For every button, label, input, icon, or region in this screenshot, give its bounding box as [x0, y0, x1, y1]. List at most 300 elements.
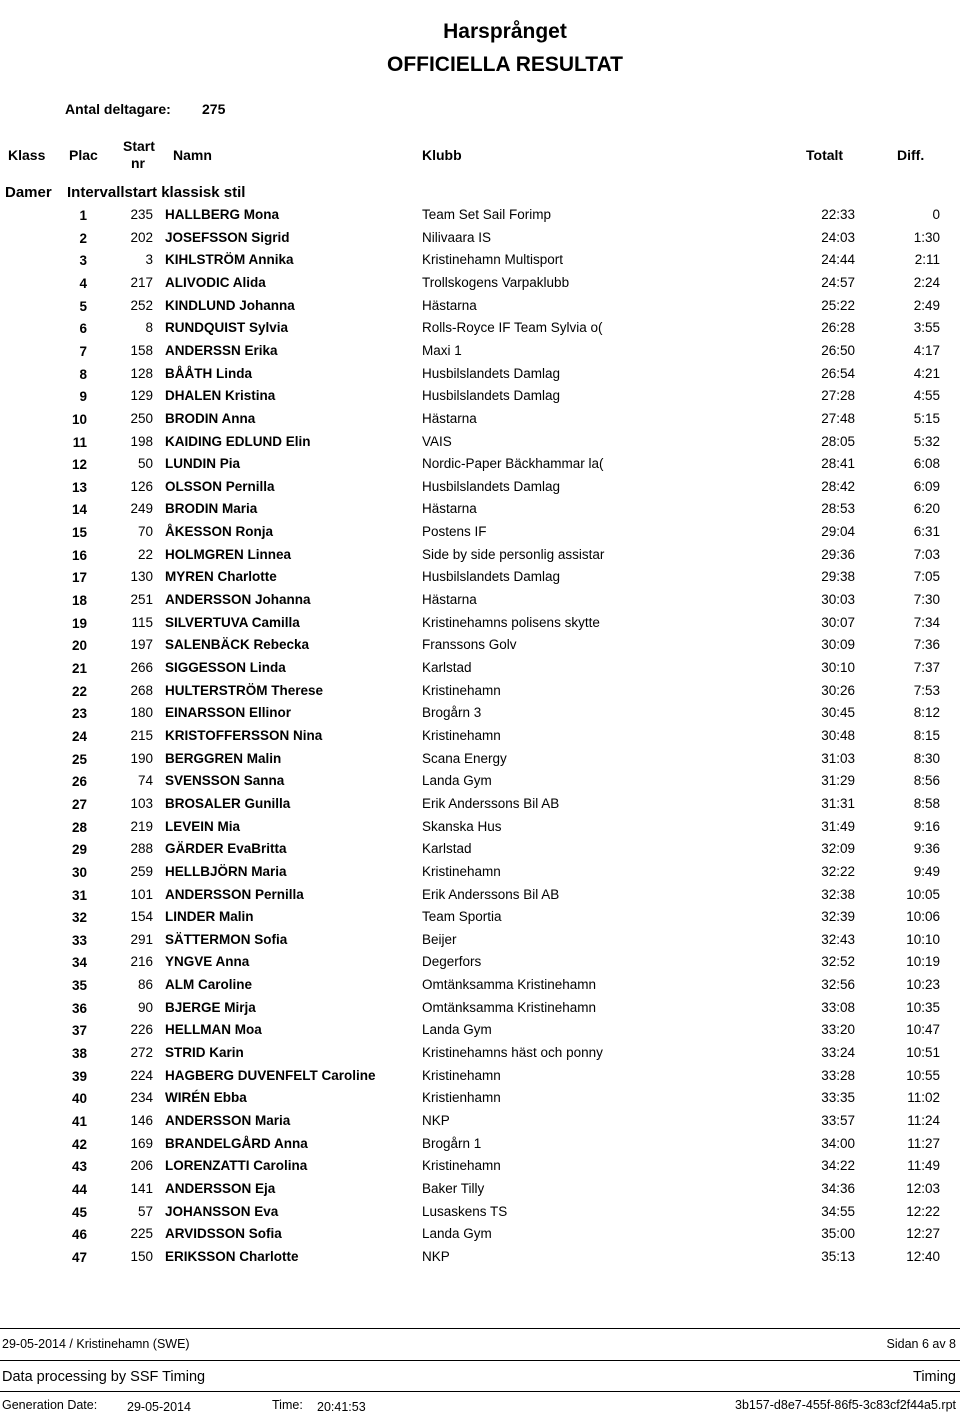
- row-start-nr: 3: [145, 252, 153, 268]
- row-diff: 10:05: [906, 886, 940, 902]
- row-plac: 33: [71, 932, 87, 948]
- row-name: SIGGESSON Linda: [165, 660, 286, 675]
- row-diff: 10:19: [906, 954, 940, 970]
- row-name: ANDERSSON Maria: [165, 1113, 291, 1128]
- row-club: Rolls-Royce IF Team Sylvia o(: [422, 320, 603, 336]
- footer-file-id: 3b157-d8e7-455f-86f5-3c83cf2f44a5.rpt: [735, 1398, 956, 1412]
- footer-time-label: Time:: [272, 1398, 303, 1412]
- row-name: SÄTTERMON Sofia: [165, 931, 288, 947]
- col-header-start: Start: [123, 138, 155, 154]
- row-club: Lusaskens TS: [422, 1203, 508, 1219]
- row-start-nr: 226: [130, 1022, 153, 1038]
- row-club: VAIS: [422, 433, 452, 449]
- row-start-nr: 198: [130, 433, 153, 449]
- row-name: WIRÉN Ebba: [165, 1090, 247, 1106]
- row-total: 30:09: [821, 637, 855, 653]
- row-diff: 7:36: [913, 637, 940, 653]
- row-total: 29:04: [821, 524, 855, 540]
- row-diff: 6:31: [913, 524, 940, 540]
- row-plac: 19: [71, 615, 87, 631]
- row-club: Husbilslandets Damlag: [422, 569, 561, 585]
- row-diff: 11:24: [907, 1113, 940, 1128]
- row-name: BERGGREN Malin: [165, 750, 282, 766]
- row-start-nr: 259: [130, 863, 153, 879]
- row-total: 26:28: [821, 320, 855, 336]
- row-start-nr: 57: [137, 1203, 153, 1219]
- row-plac: 40: [71, 1091, 87, 1107]
- row-plac: 44: [71, 1181, 87, 1197]
- row-total: 24:03: [821, 229, 855, 245]
- row-start-nr: 169: [130, 1135, 153, 1151]
- row-total: 31:03: [821, 750, 855, 766]
- row-name: LINDER Malin: [165, 909, 254, 925]
- row-start-nr: 215: [130, 727, 153, 743]
- row-name: SILVERTUVA Camilla: [165, 614, 300, 630]
- row-name: SALENBÄCK Rebecka: [165, 637, 310, 653]
- row-total: 33:20: [821, 1022, 855, 1038]
- col-header-diff: Diff.: [897, 147, 925, 163]
- row-club: Omtänksamma Kristinehamn: [422, 977, 597, 993]
- row-plac: 1: [79, 208, 87, 223]
- row-plac: 30: [71, 864, 87, 880]
- row-name: HALLBERG Mona: [165, 207, 279, 222]
- row-start-nr: 74: [137, 773, 153, 789]
- row-total: 31:31: [821, 795, 855, 811]
- row-name: MYREN Charlotte: [165, 569, 277, 585]
- row-club: Landa Gym: [422, 773, 492, 789]
- row-club: Franssons Golv: [422, 637, 517, 653]
- page-subtitle: OFFICIELLA RESULTAT: [386, 53, 624, 76]
- row-club: Kristienhamn: [422, 1090, 501, 1106]
- row-total: 24:57: [821, 274, 855, 290]
- row-diff: 11:27: [907, 1135, 940, 1151]
- row-start-nr: 86: [137, 977, 153, 993]
- footer-rule-top: [0, 1328, 960, 1329]
- row-plac: 45: [71, 1204, 87, 1220]
- row-diff: 10:35: [906, 999, 940, 1015]
- row-total: 34:22: [821, 1158, 855, 1174]
- row-total: 27:28: [821, 388, 855, 404]
- row-club: Team Sportia: [422, 909, 502, 925]
- row-start-nr: 197: [130, 637, 153, 653]
- row-total: 26:54: [821, 365, 855, 381]
- row-name: ERIKSSON Charlotte: [165, 1248, 299, 1264]
- row-total: 33:57: [821, 1113, 855, 1128]
- row-name: ÅKESSON Ronja: [165, 524, 274, 540]
- row-plac: 24: [71, 728, 87, 744]
- row-name: GÄRDER EvaBritta: [165, 841, 287, 857]
- row-start-nr: 180: [130, 705, 153, 721]
- row-total: 28:42: [821, 478, 855, 494]
- row-name: ALM Caroline: [165, 977, 253, 993]
- row-start-nr: 22: [137, 546, 153, 562]
- row-diff: 1:30: [913, 229, 940, 245]
- row-start-nr: 234: [130, 1090, 153, 1106]
- row-total: 28:53: [821, 501, 855, 517]
- row-diff: 9:16: [913, 818, 940, 834]
- row-plac: 32: [71, 910, 87, 926]
- row-club: Team Set Sail Forimp: [422, 207, 552, 222]
- row-diff: 8:30: [913, 750, 940, 766]
- footer-date-location: 29-05-2014 / Kristinehamn (SWE): [2, 1337, 190, 1351]
- footer-data-processing: Data processing by SSF Timing: [2, 1369, 206, 1385]
- row-start-nr: 128: [130, 365, 153, 381]
- row-club: Kristinehamn: [422, 682, 501, 698]
- row-name: LUNDIN Pia: [165, 456, 241, 472]
- row-diff: 10:51: [906, 1045, 940, 1061]
- row-diff: 7:53: [913, 682, 940, 698]
- footer-timing: Timing: [913, 1369, 956, 1385]
- participants-count: 275: [202, 101, 226, 117]
- row-total: 30:03: [821, 592, 855, 608]
- row-club: Kristinehamn: [422, 1158, 501, 1174]
- row-club: Kristinehamns häst och ponny: [422, 1045, 603, 1061]
- row-diff: 0: [932, 207, 940, 222]
- col-header-klass: Klass: [8, 147, 46, 163]
- row-plac: 25: [71, 751, 87, 767]
- row-plac: 26: [71, 774, 87, 790]
- row-start-nr: 129: [130, 388, 153, 404]
- col-header-totalt: Totalt: [806, 147, 844, 163]
- row-start-nr: 225: [130, 1226, 153, 1242]
- row-diff: 10:10: [906, 931, 940, 947]
- row-total: 30:26: [821, 682, 855, 698]
- row-club: Kristinehamn Multisport: [422, 252, 564, 268]
- row-club: Karlstad: [422, 660, 472, 675]
- row-total: 33:28: [821, 1067, 855, 1083]
- row-diff: 9:49: [913, 863, 940, 879]
- row-plac: 17: [71, 570, 87, 586]
- row-start-nr: 235: [130, 207, 153, 222]
- row-diff: 4:21: [913, 365, 940, 381]
- row-diff: 7:30: [913, 592, 940, 608]
- row-club: Nilivaara IS: [422, 229, 492, 245]
- row-plac: 11: [72, 434, 87, 450]
- row-plac: 16: [71, 547, 87, 563]
- row-total: 32:38: [821, 886, 855, 902]
- row-plac: 35: [71, 978, 87, 994]
- row-diff: 2:24: [913, 274, 940, 290]
- row-diff: 6:09: [913, 478, 940, 494]
- row-name: BRODIN Anna: [165, 410, 256, 426]
- row-plac: 13: [71, 479, 87, 495]
- row-total: 35:13: [821, 1248, 855, 1264]
- row-plac: 9: [79, 389, 87, 405]
- row-club: NKP: [422, 1248, 450, 1264]
- row-plac: 43: [71, 1159, 87, 1175]
- row-plac: 6: [79, 321, 87, 337]
- row-name: KINDLUND Johanna: [165, 297, 295, 313]
- row-plac: 42: [71, 1136, 87, 1152]
- row-plac: 27: [71, 796, 87, 812]
- row-diff: 10:55: [906, 1067, 940, 1083]
- row-total: 22:33: [821, 207, 855, 222]
- row-diff: 8:12: [913, 705, 940, 721]
- row-diff: 12:22: [906, 1203, 940, 1219]
- row-name: BJERGE Mirja: [165, 999, 256, 1015]
- row-diff: 3:55: [913, 320, 940, 336]
- row-diff: 4:17: [913, 342, 940, 358]
- row-diff: 7:05: [913, 569, 940, 585]
- row-club: Brogårn 1: [422, 1135, 482, 1151]
- row-plac: 8: [79, 366, 87, 382]
- row-diff: 10:47: [906, 1022, 940, 1038]
- row-plac: 18: [71, 593, 87, 609]
- row-plac: 46: [71, 1227, 87, 1243]
- row-total: 30:45: [821, 705, 855, 721]
- row-plac: 5: [79, 298, 87, 314]
- row-name: HELLMAN Moa: [165, 1022, 262, 1038]
- row-total: 32:43: [821, 931, 855, 947]
- row-club: Landa Gym: [422, 1022, 492, 1038]
- row-total: 25:22: [821, 297, 855, 313]
- row-name: BROSALER Gunilla: [165, 795, 291, 811]
- row-name: ALIVODIC Alida: [165, 274, 266, 290]
- row-plac: 37: [71, 1023, 87, 1039]
- section-class: Damer: [5, 184, 52, 201]
- row-club: Landa Gym: [422, 1226, 492, 1242]
- row-total: 32:56: [821, 977, 855, 993]
- row-name: HELLBJÖRN Maria: [165, 863, 287, 879]
- row-diff: 2:49: [913, 297, 940, 313]
- row-start-nr: 141: [130, 1180, 153, 1196]
- col-header-plac: Plac: [69, 147, 98, 163]
- row-start-nr: 50: [137, 456, 153, 472]
- row-name: ARVIDSSON Sofia: [165, 1226, 282, 1242]
- row-club: Degerfors: [422, 954, 482, 970]
- row-start-nr: 115: [131, 614, 153, 630]
- row-start-nr: 268: [130, 682, 153, 698]
- row-total: 30:10: [821, 660, 855, 675]
- row-name: ANDERSSON Pernilla: [165, 886, 304, 902]
- row-name: LORENZATTI Carolina: [165, 1158, 308, 1174]
- row-name: YNGVE Anna: [165, 954, 250, 970]
- row-total: 33:24: [821, 1045, 855, 1061]
- row-plac: 41: [71, 1114, 87, 1129]
- row-club: Husbilslandets Damlag: [422, 365, 561, 381]
- row-plac: 39: [71, 1068, 87, 1084]
- row-name: ANDERSSON Johanna: [165, 592, 311, 608]
- row-start-nr: 146: [130, 1113, 153, 1128]
- row-club: Erik Anderssons Bil AB: [422, 886, 560, 902]
- row-plac: 14: [71, 502, 87, 518]
- row-diff: 7:37: [913, 660, 940, 675]
- row-total: 34:36: [821, 1180, 855, 1196]
- row-total: 28:41: [821, 456, 855, 472]
- row-name: HOLMGREN Linnea: [165, 546, 292, 562]
- row-name: OLSSON Pernilla: [165, 478, 275, 494]
- row-plac: 21: [71, 661, 87, 676]
- row-club: Erik Anderssons Bil AB: [422, 795, 560, 811]
- row-name: LEVEIN Mia: [165, 818, 241, 834]
- participants-label: Antal deltagare:: [65, 101, 171, 117]
- row-name: EINARSSON Ellinor: [165, 705, 292, 721]
- footer-generation-date: 29-05-2014: [127, 1400, 191, 1414]
- row-diff: 11:49: [907, 1158, 940, 1174]
- row-total: 31:49: [821, 818, 855, 834]
- section-title: Intervallstart klassisk stil: [67, 184, 246, 201]
- row-total: 34:55: [821, 1203, 855, 1219]
- col-header-start-nr: nr: [131, 155, 145, 171]
- footer-generation-label: Generation Date:: [2, 1398, 98, 1412]
- row-diff: 2:11: [914, 252, 940, 268]
- row-diff: 12:40: [906, 1248, 940, 1264]
- row-total: 35:00: [821, 1226, 855, 1242]
- row-start-nr: 206: [130, 1158, 153, 1174]
- row-diff: 7:03: [913, 546, 940, 562]
- row-diff: 4:55: [913, 388, 940, 404]
- row-club: Beijer: [422, 931, 457, 947]
- row-plac: 2: [79, 230, 87, 246]
- row-name: RUNDQUIST Sylvia: [165, 320, 289, 336]
- row-club: Hästarna: [422, 592, 477, 608]
- row-club: Maxi 1: [422, 342, 462, 358]
- row-name: BRODIN Maria: [165, 501, 258, 517]
- row-diff: 8:56: [913, 773, 940, 789]
- row-start-nr: 266: [130, 660, 153, 675]
- row-club: Nordic-Paper Bäckhammar la(: [422, 456, 604, 472]
- row-start-nr: 249: [130, 501, 153, 517]
- row-start-nr: 8: [145, 320, 153, 336]
- row-diff: 9:36: [913, 841, 940, 857]
- row-club: Hästarna: [422, 410, 477, 426]
- row-total: 33:08: [821, 999, 855, 1015]
- row-plac: 22: [71, 683, 87, 699]
- row-start-nr: 250: [130, 410, 153, 426]
- row-total: 32:52: [821, 954, 855, 970]
- row-club: NKP: [422, 1113, 450, 1128]
- row-total: 24:44: [821, 252, 855, 268]
- row-diff: 10:06: [906, 909, 940, 925]
- row-start-nr: 90: [137, 999, 153, 1015]
- col-header-klubb: Klubb: [422, 147, 462, 163]
- row-total: 32:22: [821, 863, 855, 879]
- row-name: STRID Karin: [165, 1045, 244, 1061]
- row-total: 31:29: [821, 773, 855, 789]
- row-total: 30:07: [821, 614, 855, 630]
- row-start-nr: 190: [130, 750, 153, 766]
- row-club: Brogårn 3: [422, 705, 482, 721]
- row-name: KRISTOFFERSSON Nina: [165, 727, 323, 743]
- row-diff: 12:27: [906, 1226, 940, 1242]
- row-club: Skanska Hus: [422, 818, 502, 834]
- row-club: Omtänksamma Kristinehamn: [422, 999, 597, 1015]
- row-plac: 31: [71, 887, 87, 903]
- row-plac: 36: [71, 1000, 87, 1016]
- row-start-nr: 103: [130, 795, 153, 811]
- row-total: 32:09: [821, 841, 855, 857]
- row-start-nr: 126: [130, 478, 153, 494]
- row-club: Karlstad: [422, 841, 472, 857]
- row-plac: 34: [71, 955, 87, 971]
- row-plac: 15: [71, 525, 87, 541]
- row-plac: 3: [79, 253, 87, 269]
- row-start-nr: 288: [130, 841, 153, 857]
- row-total: 32:39: [821, 909, 855, 925]
- footer-page-number: Sidan 6 av 8: [886, 1337, 956, 1351]
- row-start-nr: 130: [130, 569, 153, 585]
- row-total: 30:48: [821, 727, 855, 743]
- footer-rule-middle: [0, 1360, 960, 1361]
- row-plac: 28: [71, 819, 87, 835]
- row-start-nr: 70: [137, 524, 153, 540]
- row-plac: 10: [71, 411, 87, 427]
- row-club: Hästarna: [422, 297, 477, 313]
- row-total: 26:50: [821, 342, 855, 358]
- row-start-nr: 224: [130, 1067, 153, 1083]
- row-diff: 11:02: [907, 1090, 940, 1106]
- row-name: BÅÅTH Linda: [165, 365, 252, 381]
- row-diff: 10:23: [906, 977, 940, 993]
- row-plac: 47: [71, 1249, 87, 1265]
- row-name: KAIDING EDLUND Elin: [165, 433, 311, 449]
- page-title: Harsprånget: [443, 20, 567, 43]
- row-club: Scana Energy: [422, 750, 507, 766]
- row-diff: 6:20: [913, 501, 940, 517]
- row-club: Postens IF: [422, 524, 487, 540]
- row-club: Kristinehamn: [422, 1067, 501, 1083]
- row-club: Kristinehamn: [422, 727, 501, 743]
- row-start-nr: 101: [130, 886, 153, 902]
- row-club: Side by side personlig assistar: [422, 546, 605, 562]
- row-diff: 6:08: [913, 456, 940, 472]
- row-club: Husbilslandets Damlag: [422, 478, 561, 494]
- row-start-nr: 216: [130, 954, 153, 970]
- row-diff: 12:03: [906, 1180, 940, 1196]
- footer-rule-bottom: [0, 1391, 960, 1392]
- row-club: Husbilslandets Damlag: [422, 388, 561, 404]
- row-start-nr: 291: [130, 931, 153, 947]
- row-plac: 20: [71, 638, 87, 654]
- row-name: ANDERSSON Eja: [165, 1180, 276, 1196]
- row-plac: 7: [79, 343, 87, 359]
- row-start-nr: 202: [130, 229, 153, 245]
- row-name: JOSEFSSON Sigrid: [165, 229, 290, 245]
- row-plac: 12: [71, 457, 87, 473]
- row-total: 27:48: [821, 410, 855, 426]
- footer-time-value: 20:41:53: [317, 1400, 366, 1414]
- row-start-nr: 217: [130, 274, 153, 290]
- row-plac: 29: [71, 842, 87, 858]
- row-total: 29:38: [821, 569, 855, 585]
- row-plac: 23: [71, 706, 87, 722]
- row-club: Trollskogens Varpaklubb: [422, 274, 570, 290]
- row-plac: 38: [71, 1046, 87, 1062]
- row-name: DHALEN Kristina: [165, 388, 276, 404]
- row-start-nr: 251: [130, 592, 153, 608]
- row-name: KIHLSTRÖM Annika: [165, 252, 294, 268]
- row-club: Kristinehamns polisens skytte: [422, 614, 600, 630]
- row-diff: 5:15: [913, 410, 940, 426]
- row-start-nr: 154: [130, 909, 153, 925]
- row-name: JOHANSSON Eva: [165, 1203, 279, 1219]
- row-start-nr: 150: [130, 1248, 153, 1264]
- row-name: SVENSSON Sanna: [165, 773, 285, 789]
- row-total: 34:00: [821, 1135, 855, 1151]
- row-club: Kristinehamn: [422, 863, 501, 879]
- row-diff: 8:15: [913, 727, 940, 743]
- row-diff: 8:58: [913, 795, 940, 811]
- row-club: Hästarna: [422, 501, 477, 517]
- row-plac: 4: [79, 275, 87, 291]
- row-name: HULTERSTRÖM Therese: [165, 682, 324, 698]
- row-club: Baker Tilly: [422, 1180, 485, 1196]
- row-name: HAGBERG DUVENFELT Caroline: [165, 1067, 376, 1083]
- row-start-nr: 272: [130, 1045, 153, 1061]
- row-total: 28:05: [821, 433, 855, 449]
- row-diff: 5:32: [913, 433, 940, 449]
- row-start-nr: 252: [130, 297, 153, 313]
